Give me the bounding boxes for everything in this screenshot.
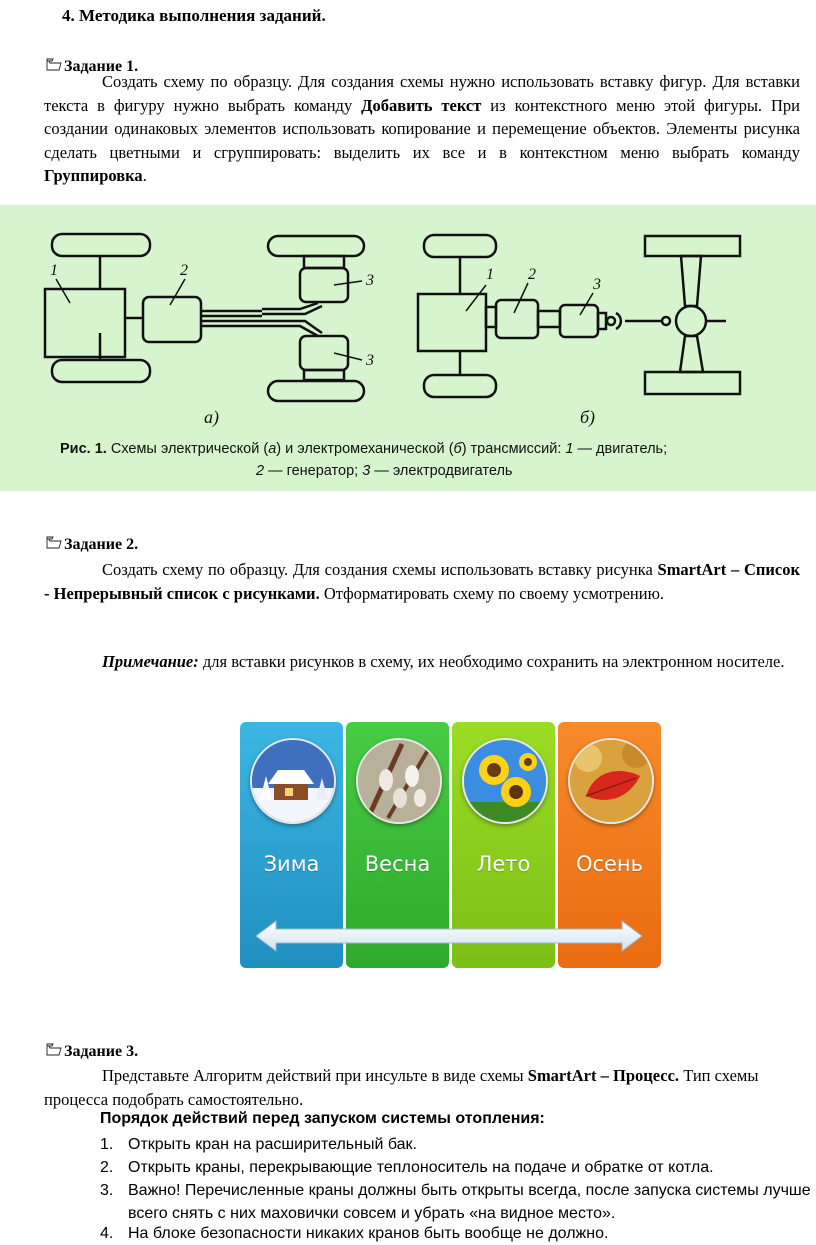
- label-generator-a: 2: [180, 262, 188, 279]
- smartart-seasons: [240, 722, 660, 972]
- motor-block-a-bottom: [300, 336, 348, 370]
- season-label-spring: Весна: [364, 852, 431, 876]
- task3-title: Задание 3.: [64, 1043, 139, 1060]
- motor-block-a-top: [300, 268, 348, 302]
- season-label-winter: Зима: [263, 852, 320, 876]
- label-diagram-b: б): [580, 407, 596, 427]
- motor-block-b: [560, 305, 598, 337]
- winter-house-icon: [250, 738, 336, 824]
- season-label-summer: Лето: [476, 852, 531, 876]
- task2-note: Примечание: для вставки рисунков в схему, их необходимо сохранить на электронном носителе.: [102, 652, 785, 671]
- season-label-autumn: Осень: [575, 852, 644, 876]
- task3-title-row: [46, 1043, 138, 1061]
- task2-body: Создать схему по образцу. Для создания схемы использовать вставку рисунка SmartArt – Список - Непрерывный список с рисунками. Отформатировать схему по своему усмотрению.: [44, 560, 800, 603]
- label-motor-b: 3: [593, 276, 601, 293]
- label-engine-b: 1: [486, 266, 494, 283]
- task2-title: Задание 2.: [64, 536, 139, 553]
- task2-title-row: [46, 536, 138, 554]
- generator-block-a: [143, 297, 201, 342]
- folder-icon: [46, 536, 62, 550]
- task3-list-heading: Порядок действий перед запуском системы отопления:: [100, 1110, 545, 1127]
- double-arrow-icon: [254, 918, 644, 954]
- label-generator-b: 2: [528, 266, 536, 283]
- sunflower-icon: [462, 738, 548, 824]
- willow-branch-icon: [356, 738, 442, 824]
- engine-block-a: [45, 289, 125, 357]
- engine-block-b: [418, 294, 486, 351]
- section-heading: 4. Методика выполнения заданий.: [62, 6, 326, 25]
- folder-icon: [46, 1043, 62, 1057]
- label-engine-a: 1: [50, 262, 58, 279]
- task3-body: Представьте Алгоритм действий при инсульте в виде схемы SmartArt – Процесс. Тип схемы процесса подобрать самостоятельно.: [44, 1066, 759, 1109]
- label-diagram-a: а): [204, 407, 219, 427]
- autumn-leaf-icon: [568, 738, 654, 824]
- label-motor-a-bottom: 3: [366, 352, 374, 369]
- figure1-caption: Рис. 1. Схемы электрической (а) и электромеханической (б) трансмиссий: 1 — двигатель; 2 — генератор; 3 — электродвигатель: [60, 441, 668, 479]
- task1-body: Создать схему по образцу. Для создания схемы нужно использовать вставку фигур. Для вставки текста в фигуру нужно выбрать команду Добавить текст из контекстного меню этой фигуры. При создании одинаковых элементов использовать копирование и перемещение объектов. Элементы рисунка сделать цветными и сгруппировать: выделить их все и в контекстном меню выбрать команду Группировка.: [44, 72, 800, 185]
- task1-title: Задание 1.: [64, 58, 139, 75]
- label-motor-a-top: 3: [366, 272, 374, 289]
